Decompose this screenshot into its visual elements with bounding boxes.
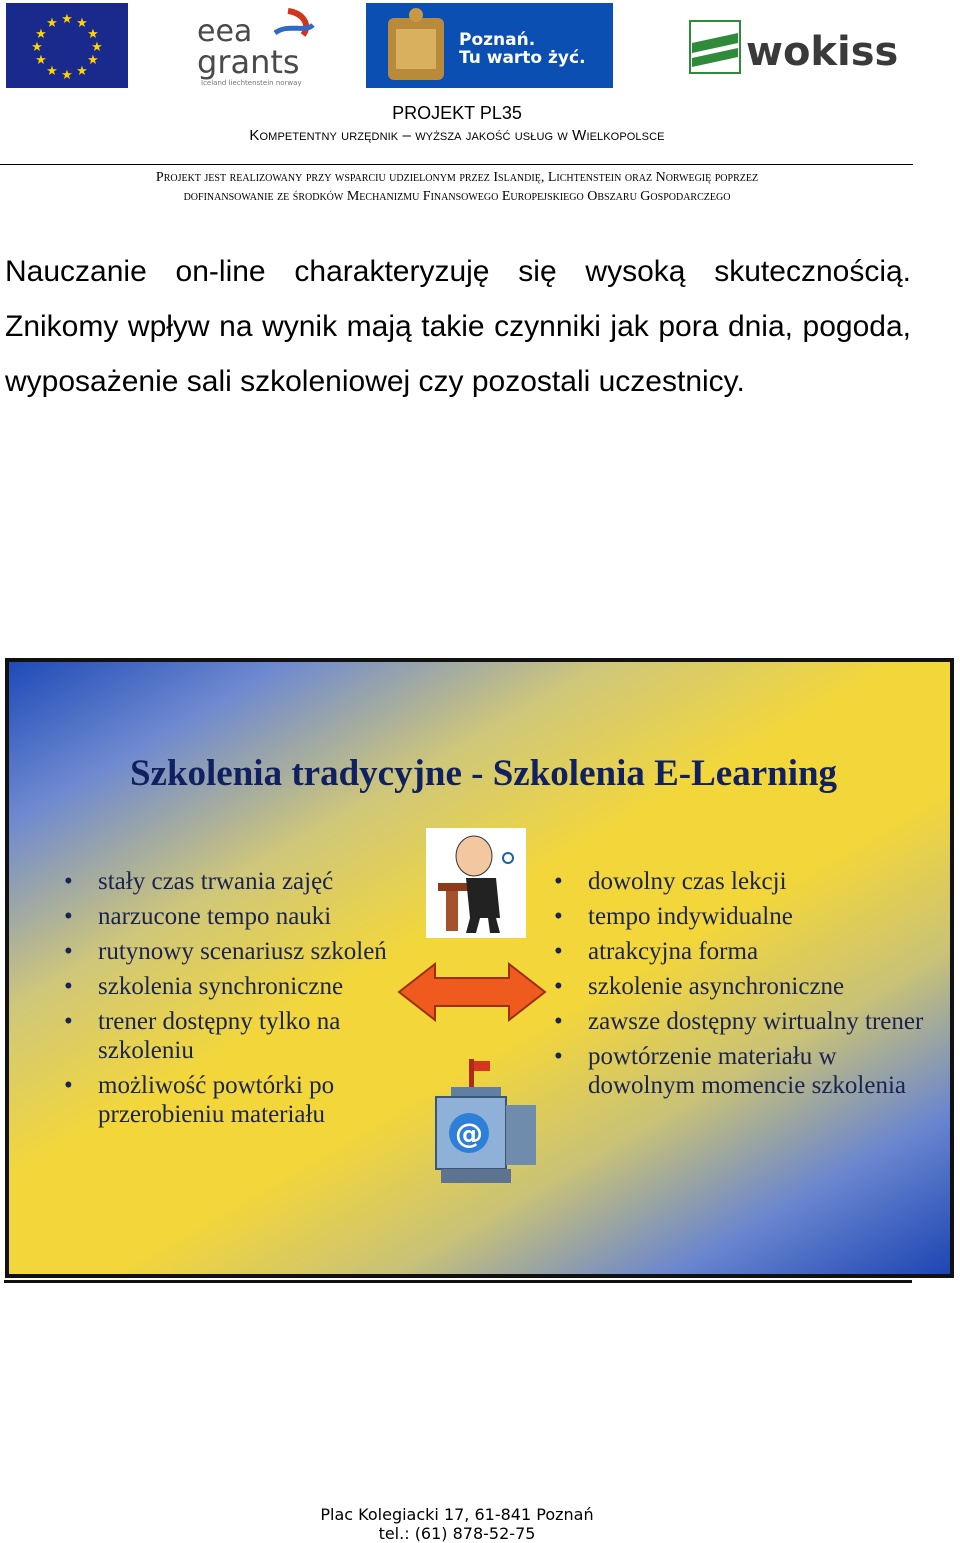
svg-text:★: ★ bbox=[35, 27, 47, 42]
double-arrow-icon bbox=[397, 962, 547, 1022]
poznan-logo-line1: Poznań. bbox=[459, 30, 536, 50]
wokiss-fields-icon bbox=[690, 21, 740, 73]
funding-line-2: dofinansowanie ze środków Mechanizmu Finansowego Europejskiego Obszaru Gospodarczego bbox=[183, 189, 731, 204]
comparison-slide bbox=[5, 658, 954, 1278]
eea-grants-logo bbox=[193, 3, 323, 88]
svg-text:★: ★ bbox=[61, 12, 73, 27]
list-item: • rutynowy scenariusz szkoleń bbox=[64, 937, 424, 966]
svg-text:★: ★ bbox=[87, 27, 99, 42]
eu-flag-logo bbox=[6, 3, 128, 88]
wokiss-text: wokiss bbox=[746, 29, 899, 75]
grants-text: grants bbox=[197, 43, 300, 81]
main-paragraph: Nauczanie on-line charakteryzuję się wysoką skutecznością. Znikomy wpływ na wynik mają takie czynniki jak pora dnia, pogoda, wyposażenie sali szkoleniowej czy pozostali uczestnicy. bbox=[5, 255, 911, 398]
mailbox-computer-icon bbox=[411, 1057, 541, 1192]
list-item: • szkolenia synchroniczne bbox=[64, 972, 424, 1001]
svg-text:★: ★ bbox=[76, 64, 88, 79]
svg-text:★: ★ bbox=[46, 16, 58, 31]
eea-text: eea bbox=[197, 14, 253, 49]
svg-text:★: ★ bbox=[91, 40, 103, 55]
list-item: • trener dostępny tylko na szkoleniu bbox=[64, 1007, 424, 1065]
project-title: PROJEKT PL35 bbox=[392, 103, 522, 123]
slide-divider bbox=[4, 1280, 912, 1283]
footer-phone: tel.: (61) 878-52-75 bbox=[378, 1524, 536, 1543]
list-item: • narzucone tempo nauki bbox=[64, 902, 424, 931]
svg-text:★: ★ bbox=[87, 53, 99, 68]
list-item: • atrakcyjna forma bbox=[554, 937, 934, 966]
traditional-training-list bbox=[64, 867, 424, 1135]
list-item: • szkolenie asynchroniczne bbox=[554, 972, 934, 1001]
teacher-icon bbox=[426, 828, 526, 938]
svg-text:★: ★ bbox=[31, 40, 43, 55]
list-item: • zawsze dostępny wirtualny trener bbox=[554, 1007, 934, 1036]
poznan-logo-line2: Tu warto żyć. bbox=[459, 48, 586, 68]
project-subtitle: Kompetentny urzędnik – wyższa jakość usług w Wielkopolsce bbox=[249, 127, 665, 144]
header-divider bbox=[0, 164, 913, 165]
list-item: • możliwość powtórki po przerobieniu materiału bbox=[64, 1071, 424, 1129]
poznan-city-logo bbox=[366, 3, 613, 88]
list-item: • dowolny czas lekcji bbox=[554, 867, 934, 896]
list-item: • powtórzenie materiału w dowolnym momencie szkolenia bbox=[554, 1042, 934, 1100]
svg-text:@: @ bbox=[455, 1117, 483, 1150]
poznan-crest-icon bbox=[388, 8, 444, 80]
slide-title: Szkolenia tradycyjne - Szkolenia E-Learning bbox=[129, 753, 838, 794]
svg-text:★: ★ bbox=[46, 64, 58, 79]
elearning-training-list bbox=[554, 867, 934, 1106]
svg-text:★: ★ bbox=[76, 16, 88, 31]
eea-countries-text: Iceland liechtenstein norway bbox=[201, 79, 302, 87]
list-item: • tempo indywidualne bbox=[554, 902, 934, 931]
funding-line-1: Projekt jest realizowany przy wsparciu udzielonym przez Islandię, Lichtenstein oraz Norwegię poprzez bbox=[155, 170, 759, 185]
funding-note bbox=[0, 168, 914, 206]
svg-text:★: ★ bbox=[61, 68, 73, 83]
wokiss-logo bbox=[668, 3, 900, 88]
footer-address: Plac Kolegiacki 17, 61-841 Poznań bbox=[320, 1505, 594, 1524]
svg-text:★: ★ bbox=[35, 53, 47, 68]
list-item: • stały czas trwania zajęć bbox=[64, 867, 424, 896]
